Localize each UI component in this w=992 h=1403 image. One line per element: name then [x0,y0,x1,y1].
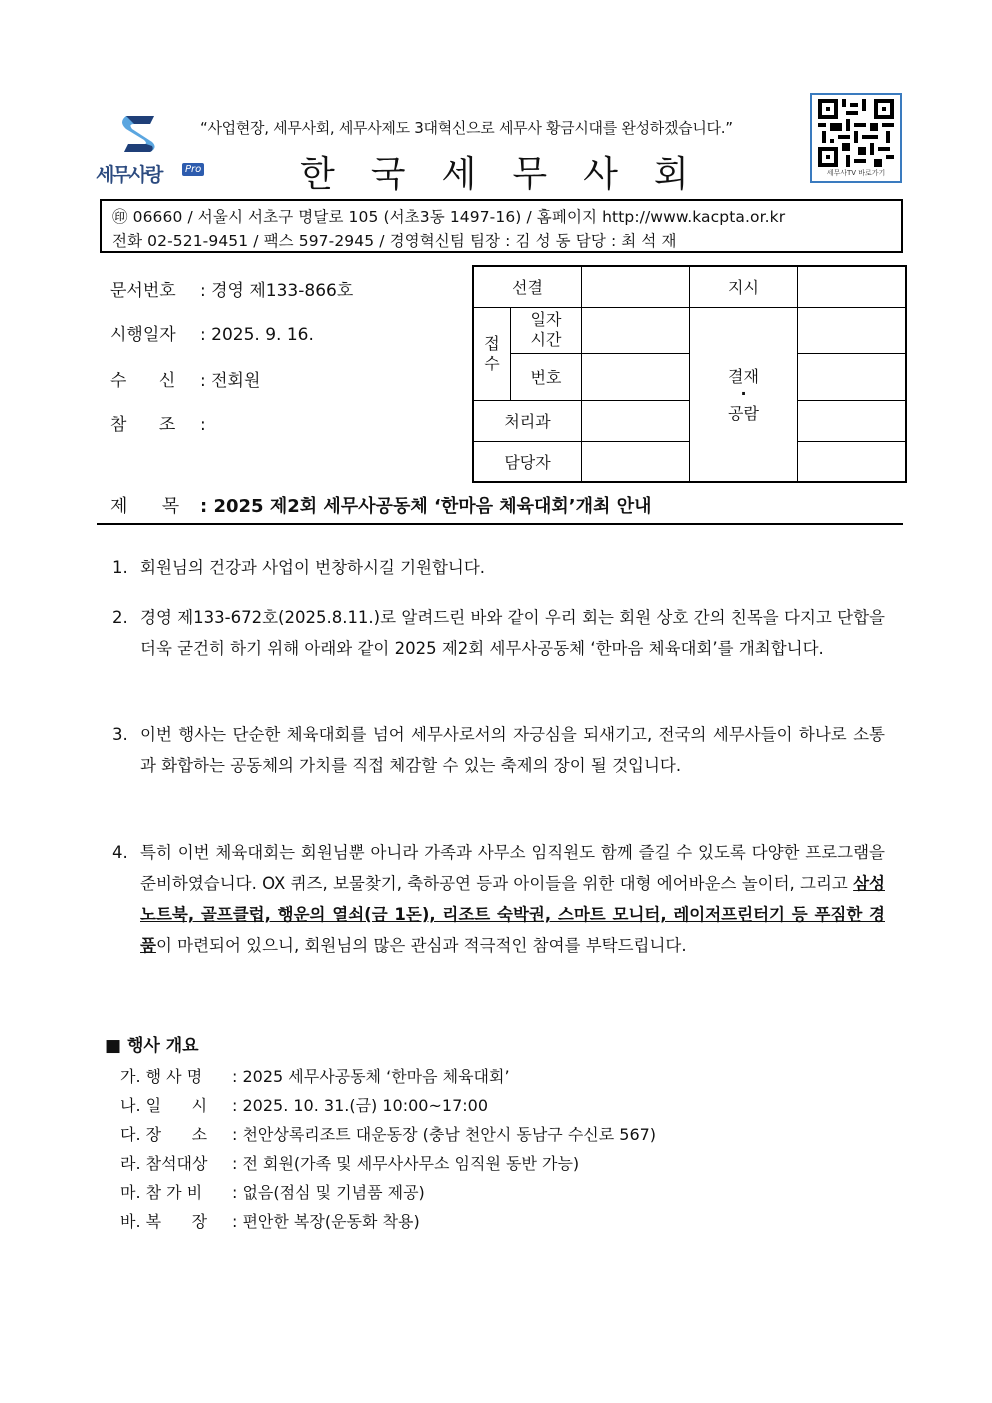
meta-doc-number [110,276,353,301]
paragraph-number: 2. [112,608,128,627]
overview-value: : 천안상록리조트 대운동장 (충남 천안시 동남구 수신로 567) [232,1125,657,1144]
overview-value: : 전 회원(가족 및 세무사사무소 임직원 동반 가능) [232,1154,580,1173]
overview-key: 바. 복 장 [120,1212,208,1231]
damdangja-cell[interactable] [582,441,690,482]
logo-text: 세무사랑 [96,164,162,186]
date-time-cell[interactable] [582,307,690,353]
jeopsu-label: 접 수 [473,307,511,400]
approval-cell-3[interactable] [798,400,907,441]
approval-cell-1[interactable] [798,307,907,353]
overview-key: 라. 참석대상 [120,1154,208,1173]
paragraph-4 [112,837,885,961]
meta-value: : 전회원 [200,371,261,391]
overview-row [120,1151,579,1174]
seongyeol-cell[interactable] [582,266,690,307]
subject-line [110,492,651,518]
prizes-highlight: 삼성 노트북, 골프클럽, 행운의 열쇠(금 1돈), 리조트 숙박권, 스마트 모니터, 레이저프린터기 등 푸짐한 경품 [140,874,885,955]
paragraph-number: 4. [112,843,128,862]
paragraph-3 [112,719,885,781]
qr-caption: 세무사TV 바로가기 [826,169,886,177]
meta-date [110,320,314,345]
overview-key: 다. 장 소 [120,1125,208,1144]
meta-value: : 경영 제133-866호 [200,281,354,301]
paragraph-1 [112,552,885,583]
meta-recipient [110,366,260,391]
overview-row [120,1180,425,1203]
date-time-label: 일자 시간 [511,307,582,353]
logo-pro-badge: Pro [182,163,204,176]
overview-row [120,1209,420,1232]
dot-separator: · [740,384,747,404]
approval-table [472,265,907,483]
cheorigwa-label: 처리과 [473,400,582,441]
jisi-cell[interactable] [798,266,907,307]
subject-value: : 2025 제2회 세무사공동체 ‘한마음 체육대회’개최 안내 [200,496,652,517]
paragraph-text-after: 이 마련되어 있으니, 회원님의 많은 관심과 적극적인 참여를 부탁드립니다. [155,936,687,955]
paragraph-text: 회원님의 건강과 사업이 번창하시길 기원합니다. [140,558,486,577]
meta-label: 시행일자 [110,325,176,345]
number-cell[interactable] [582,353,690,400]
overview-row [120,1093,488,1116]
overview-key: 나. 일 시 [120,1096,208,1115]
contact-line: 전화 02-521-9451 / 팩스 597-2945 / 경영혁신팀 팀장 : 김 성 동 담당 : 최 석 재 [112,232,677,250]
meta-value: : 2025. 9. 16. [200,325,314,345]
seongyeol-label: 선결 [473,266,582,307]
paragraph-text [140,837,885,961]
paragraph-number: 3. [112,725,128,744]
overview-title: ■ 행사 개요 [105,1036,199,1056]
overview-value: : 2025 세무사공동체 ‘한마음 체육대회’ [232,1067,510,1086]
overview-key: 마. 참 가 비 [120,1183,203,1202]
meta-label: 참 조 [110,415,176,435]
qr-code-link[interactable] [810,93,902,183]
meta-value: : [200,415,206,435]
paragraph-number: 1. [112,558,128,577]
divider [97,523,903,525]
gongram-text: 공람 [728,404,759,424]
overview-value: : 편안한 복장(운동화 착용) [232,1212,420,1231]
cheorigwa-cell[interactable] [582,400,690,441]
gyeoljae-gongram-label [690,307,798,482]
approval-cell-4[interactable] [798,441,907,482]
meta-label: 수 신 [110,371,176,391]
address-line: ㊞ 06660 / 서울시 서초구 명달로 105 (서초3동 1497-16) / 홈페이지 http://www.kacpta.or.kr [112,208,786,226]
approval-cell-2[interactable] [798,353,907,400]
paragraph-text: 경영 제133-672호(2025.8.11.)로 알려드린 바와 같이 우리 회는 회원 상호 간의 친목을 다지고 단합을 더욱 굳건히 하기 위해 아래와 같이 2025 제2회 세무사공동체 ‘한마음 체육대회’를 개최합니다. [140,608,885,658]
overview-row [120,1122,656,1145]
overview-value: : 2025. 10. 31.(금) 10:00~17:00 [232,1096,488,1115]
slogan: “사업현장, 세무사회, 세무사제도 3대혁신으로 세무사 황금시대를 완성하겠습니다.” [200,119,733,137]
subject-label: 제 목 [110,496,180,517]
paragraph-2 [112,602,885,664]
qr-code-icon [818,99,894,167]
gyeoljae-text: 결재 [728,367,759,387]
jisi-label: 지시 [690,266,798,307]
overview-key: 가. 행 사 명 [120,1067,203,1086]
overview-value: : 없음(점심 및 기념품 제공) [232,1183,425,1202]
meta-reference [110,410,206,435]
paragraph-text: 이번 행사는 단순한 체육대회를 넘어 세무사로서의 자긍심을 되새기고, 전국의 세무사들이 하나로 소통과 화합하는 공동체의 가치를 직접 체감할 수 있는 축제의 장이 될 것입니다. [140,725,885,775]
damdangja-label: 담당자 [473,441,582,482]
number-label: 번호 [511,353,582,400]
meta-label: 문서번호 [110,281,176,301]
address-box [100,199,903,253]
org-name: 한국세무사회 [300,154,725,195]
overview-row [120,1064,510,1087]
paragraph-text-before: 특히 이번 체육대회는 회원님뿐 아니라 가족과 사무소 임직원도 함께 즐길 수 있도록 다양한 프로그램을 준비하였습니다. OX 퀴즈, 보물찾기, 축하공연 등과 아이들을 위한 대형 에어바운스 놀이터, 그리고 [140,843,885,893]
